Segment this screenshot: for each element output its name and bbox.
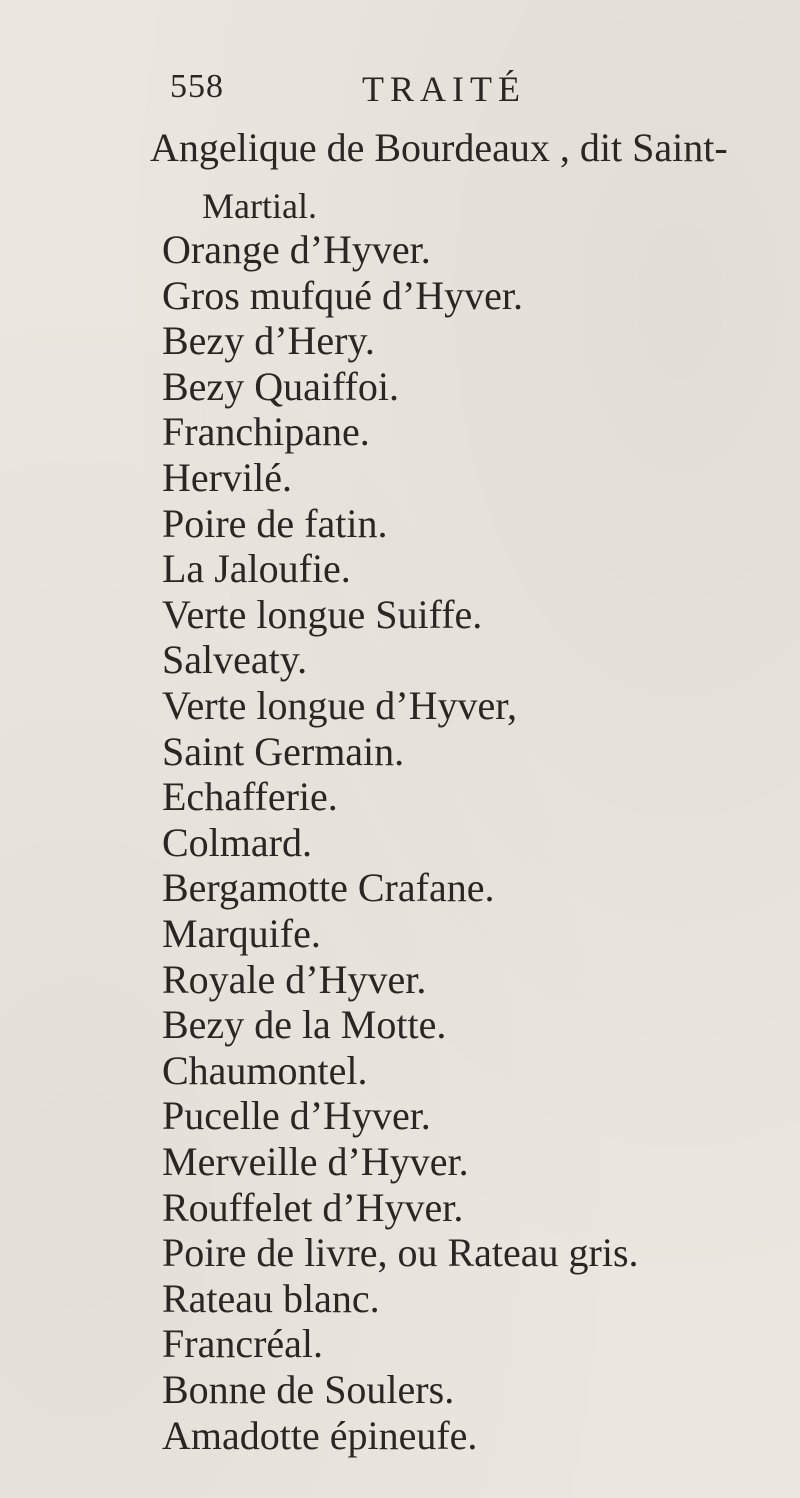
list-item: Hervilé. xyxy=(162,455,292,500)
list-item: Saint Germain. xyxy=(162,729,405,774)
list-item: Marquife. xyxy=(162,911,321,956)
list-item: Chaumontel. xyxy=(162,1048,368,1093)
list-item: Franchipane. xyxy=(162,409,370,454)
list-item: Pucelle d’Hyver. xyxy=(162,1093,431,1138)
list-item: La Jaloufie. xyxy=(162,546,351,591)
list-item: Gros mufqué d’Hyver. xyxy=(162,273,524,318)
list-item: Angelique de Bourdeaux , dit Saint- xyxy=(150,125,728,170)
page-number: 558 xyxy=(170,68,224,105)
list-item: Colmard. xyxy=(162,820,312,865)
list-item: Salveaty. xyxy=(162,637,308,682)
list-item: Amadotte épineufe. xyxy=(162,1413,478,1458)
list-item: Poire de livre, ou Rateau gris. xyxy=(162,1230,639,1275)
list-item: Francréal. xyxy=(162,1321,324,1366)
list-item: Merveille d’Hyver. xyxy=(162,1139,469,1184)
list-item: Verte longue d’Hyver, xyxy=(162,683,517,728)
list-item: Verte longue Suiffe. xyxy=(162,592,483,637)
list-item: Bezy d’Hery. xyxy=(162,318,375,363)
list-item: Royale d’Hyver. xyxy=(162,957,427,1002)
list-item: Bezy de la Motte. xyxy=(162,1002,447,1047)
running-title: TRAITÉ xyxy=(362,69,526,109)
list-item: Orange d’Hyver. xyxy=(162,227,431,272)
list-item: Poire de fatin. xyxy=(162,501,388,546)
list-item: Rateau blanc. xyxy=(162,1276,380,1321)
list-item: Bezy Quaiffoi. xyxy=(162,364,399,409)
list-item: Martial. xyxy=(202,186,317,226)
list-item: Echafferie. xyxy=(162,774,338,819)
list-item: Rouffelet d’Hyver. xyxy=(162,1185,464,1230)
list-item: Bonne de Soulers. xyxy=(162,1367,455,1412)
list-item: Bergamotte Crafane. xyxy=(162,865,495,910)
page-header xyxy=(0,68,800,128)
